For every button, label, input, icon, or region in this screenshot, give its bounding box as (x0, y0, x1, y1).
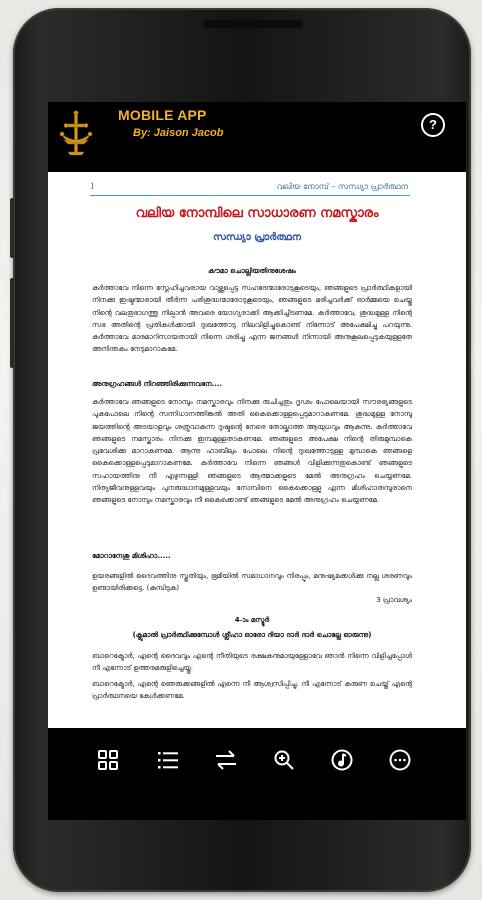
music-icon[interactable] (330, 748, 354, 772)
zoom-in-icon[interactable] (272, 748, 296, 772)
section-heading: കൗമാ ചൊല്ലിയതിനുശേഷം (208, 267, 296, 275)
paragraph: ഉയരങ്ങളിൽ ദൈവത്തിനു സ്തുതിയും, ഭൂമിയിൽ സമാധാനവും നിരപ്പും, മനുഷ്യമക്കൾക്കു നല്ല ശരണവും ഉണ്ടായിരിക്കട്ടെ. (കുമ്പിടുക) (92, 572, 412, 593)
section-heading: മോറാനേശു മിശിഹാ..... (92, 552, 171, 560)
swap-icon[interactable] (214, 748, 238, 772)
page-number: 1 (90, 181, 95, 191)
app-bar (48, 102, 466, 172)
document-subtitle: സന്ധ്യാ പ്രാർത്ഥന (212, 232, 301, 243)
psalm-heading: 4-ാം മസ്മൂർ (234, 616, 270, 624)
grid-icon[interactable] (96, 748, 120, 772)
document-title: വലിയ നോമ്പിലെ സാധാരണ നമസ്കാരം (135, 206, 379, 221)
church-cross-logo-icon (58, 110, 94, 156)
repeat-note: 3 പ്രാവശ്യം (376, 596, 412, 604)
document-page (48, 172, 466, 728)
app-title: MOBILE APP (118, 107, 207, 123)
page-header (90, 181, 410, 196)
help-circle-icon[interactable]: ? (421, 113, 445, 137)
side-button (10, 278, 14, 368)
speaker-grille (203, 20, 303, 28)
running-head: വലിയ നോമ്പ് – സന്ധ്യാ പ്രാർത്ഥന (276, 182, 408, 191)
app-screen (48, 102, 466, 820)
list-icon[interactable] (156, 748, 180, 772)
app-author: By: Jaison Jacob (133, 127, 224, 139)
side-button (10, 198, 14, 258)
phone-frame (13, 8, 471, 892)
bottom-toolbar (48, 728, 466, 820)
paragraph: ബാറെക്മോർ, എന്റെ ഞെരുക്കങ്ങളിൽ എന്നെ നീ ആശ്വസിപ്പിച്ചു. നീ എന്നോട് കരുണ ചെയ്ത് എന്റെ പ്രാർത്ഥനയെ കേൾക്കണമേ. (92, 680, 412, 701)
section-heading: അനുഗ്രഹങ്ങൾ നിറഞ്ഞിരിക്കുന്നവനേ.... (92, 380, 223, 388)
paragraph: കർത്താവേ നിന്നെ സ്നേഹിച്ചവരായ വാഴ്ത്തപ്പെട്ട സഹദേന്മാരോടുകൂടെയും, ഞങ്ങളുടെ പ്രാർത്ഥികളായി നിനക്കു ഇഷ്ടന്മാരായി തീർന്ന പരിശുദ്ധന്മാരോടുകൂടെയും, ഞങ്ങളുടെ മരിച്ചവർക്ക് ഓർമ്മയെ ചെയ്തു നിന്റെ വലതുഭാഗത്തു നില്പാൻ അവരെ യോഗ്യരാക്കി ആക്കിച്ചീടണമേ. കർത്താവേ, ശുദ്ധമുള്ള നിന്റെ സഭ അതിന്റെ പ്രതികൾക്കായി ദുഃഖത്തോടു നിലവിളിച്ചുകൊണ്ട് നിന്നോട് അപേക്ഷിച്ചു പറയുന്നു. കർത്താവേ മാരമാറിസായതായി നിന്നെ ശരിച്ചു എന്ന ജനങ്ങൾ നിന്നായി അനുകൂലപ്പെടുകയുള്ളതേ അനിന്തകം നേടുമാറാകമേ. (92, 284, 412, 354)
paragraph: ബാറെക്മോർ, എന്റെ ദൈവവും എന്റെ നീതിയുടെ രക്ഷകനുമായുള്ളോവേ ഞാൻ നിന്നെ വിളിച്ചപ്പോൾ നീ എന്നോട് ഉത്തരമരുളിച്ചെയ്തു. (92, 652, 412, 673)
paragraph: കർത്താവേ ഞങ്ങളുടെ നോമ്പും നമസ്കാരവും നിനക്കു രുചിച്ചതും ദൃഢം പോലെയായി സൗരഭ്യങ്ങളുടെ പുകപോലെ നിന്റെ സന്നിധാനത്തിങ്കൽ അതി കൈക്കൊള്ളപ്പെടുമാറാകണമേ. ശുദ്ധമുള്ള നോമ്പു ജയത്തിന്റെ അടയാളവും ശത്രുവാകുന്ന ദുഷ്ടന്റെ നേരെ തോല്കാത്ത ആയുധവും ആകുന്നു. കർത്താവേ ഞങ്ങളുടെ നമസ്കാരം നിനക്കു ഇമ്പമുള്ളതാകണമേ. ഞങ്ങളുടെ അപേക്ഷ നിന്റെ തിരുമുമ്പാകെ പ്രവേശിക്കു മാറാകണമേ. ആന്നു ഹാബീലും പോലെ നിന്റെ ദുഃഖത്തോടുള്ള മുമ്പാകെ ഞങ്ങളെ കൈക്കൊള്ളപ്പെടുമാറാകണമേ. കർത്താവേ നിന്നെ ഞങ്ങൾ വിളിക്കുന്നതുകൊണ്ട് ഞങ്ങളുടെ സഹായത്തിനു നീ എഴുന്നള്ളി ഞങ്ങളുടെ ആത്മാക്കളുടെ മേൽ അനുഗ്രഹം ചെയ്യണമേ. നിത്യജീവനുള്ളവയും പുനരുദ്ധാനമുള്ളവയും നോമ്പിനെ കൈക്കൊള്ളു എന്ന മിശിഹാതമ്പുരാനെ ഞങ്ങളുടെ നോമ്പും നമസ്കാരവും നീ കൈക്കൊണ്ട് ഞങ്ങളുടെ മേൽ അനുഗ്രഹം ചെയ്യണമേ. (92, 398, 412, 505)
more-icon[interactable] (388, 748, 412, 772)
psalm-subheading: (ക്ലുമാൽ പ്രാർത്ഥിക്കുമ്പോൾ ശ്ലീഹാ ഓരോ ദിയാ ദാർ ദാർ ചൊല്ലേ ഓരുന്നു) (132, 631, 372, 639)
